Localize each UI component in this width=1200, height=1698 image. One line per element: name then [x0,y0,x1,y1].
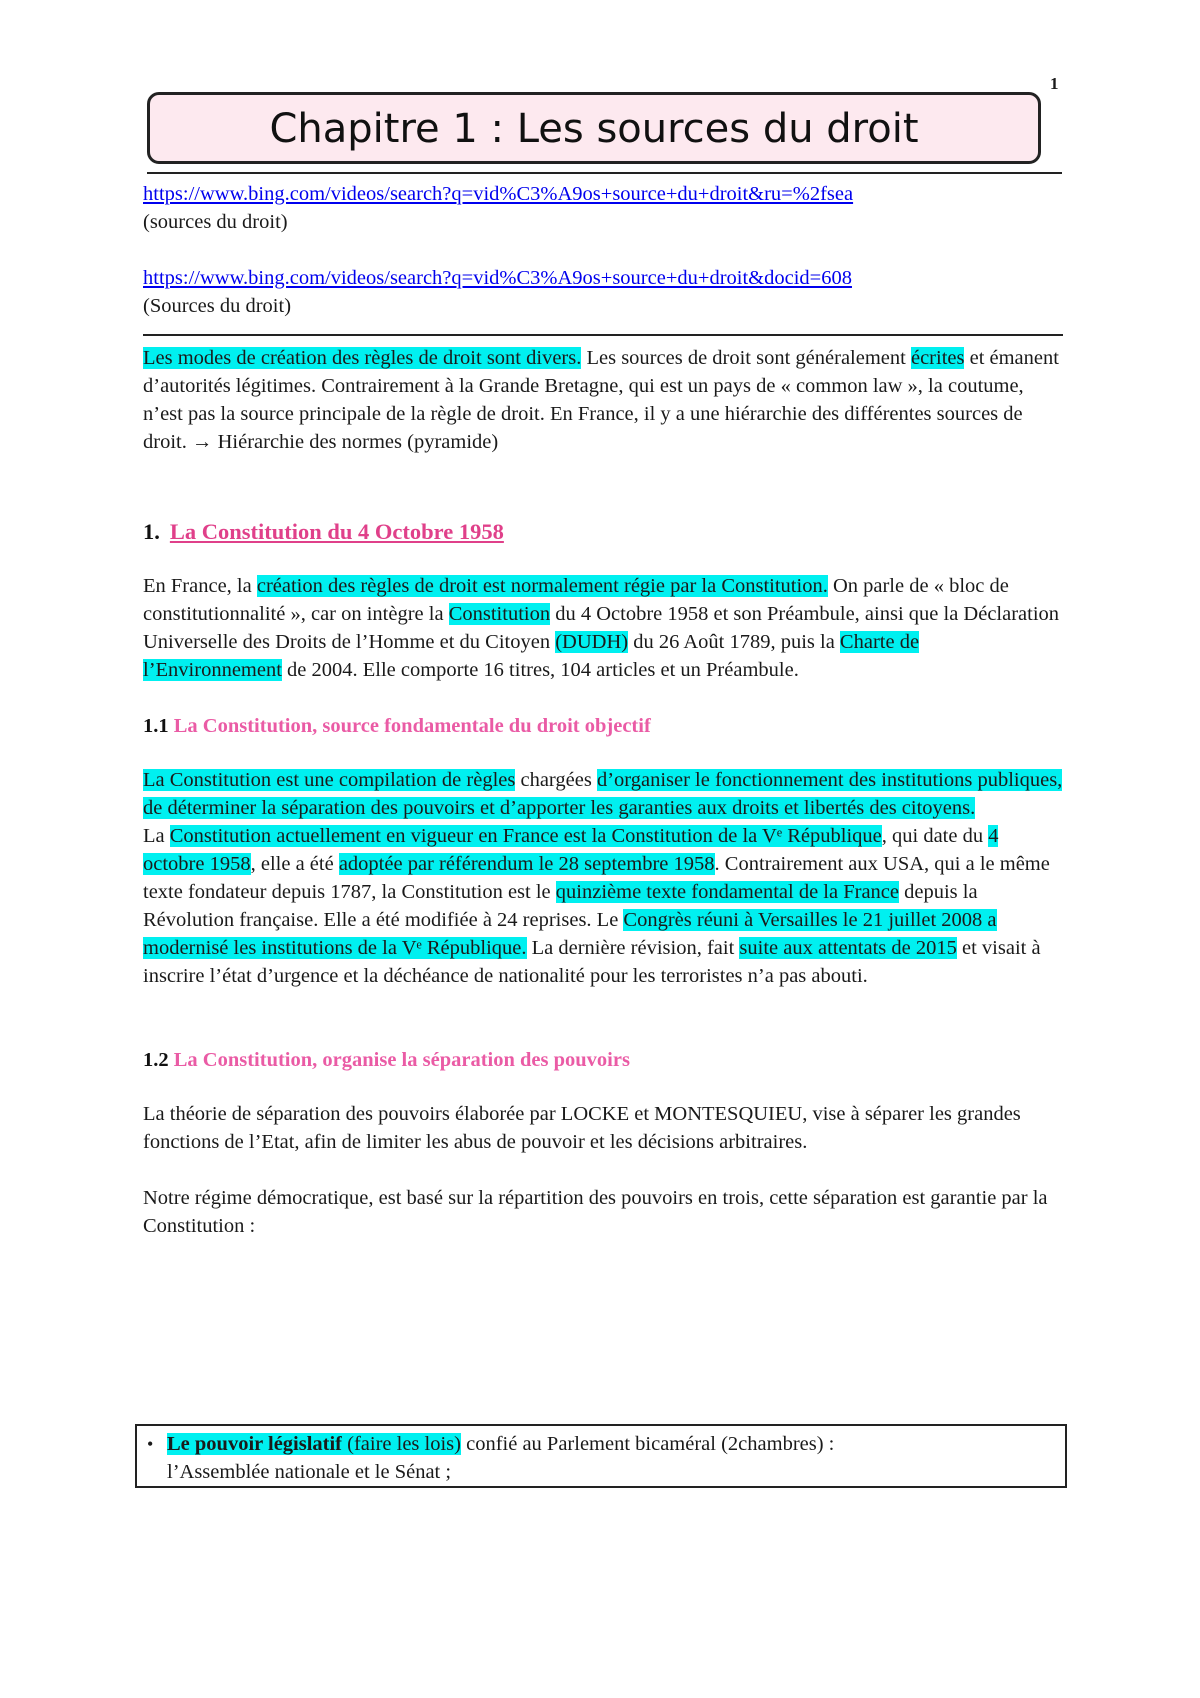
s11-highlight: 4 octobre 1958 [143,825,999,875]
section-1-2-heading [143,1046,1063,1074]
s1-highlight: création des règles de droit est normalement régie par la Constitution. [256,575,828,597]
chapter-title: Chapitre 1 : Les sources du droit [269,106,919,152]
bullet-line-2: l’Assemblée nationale et le Sénat ; [167,1461,452,1483]
s11-highlight: Constitution actuellement en vigueur en France est la Constitution de la Vᵉ République [169,825,882,847]
bullet-bold-highlight: Le pouvoir législatif [167,1433,343,1455]
s1-highlight: (DUDH) [555,631,629,653]
s11-highlight: adoptée par référendum le 28 septembre 1958 [338,853,715,875]
intro-divider [143,334,1063,336]
section-1-1-paragraph-a [143,766,1063,822]
bullet-icon: • [147,1434,154,1454]
section-1-1-paragraph-b [143,822,1063,990]
s1-text: de 2004. Elle comporte 16 titres, 104 articles et un Préambule. [281,659,799,681]
section-1-heading [143,518,1063,546]
arrow-icon: → [191,431,213,453]
intro-highlight-2: écrites [910,347,965,369]
s11-highlight: La Constitution est une compilation de règles [143,769,516,791]
section-1-title: La Constitution du 4 Octobre 1958 [169,519,504,544]
section-1-1-title: La Constitution, source fondamentale du droit objectif [173,715,651,737]
s1-text: On parle de « bloc de constitutionnalité », car on intègre la [143,575,1009,625]
chapter-title-box [147,92,1041,164]
s11-text: , elle a été [250,853,339,875]
video-link-2[interactable]: https://www.bing.com/videos/search?q=vid%C3%A9os+source+du+droit&docid=608 [143,267,852,289]
intro-text-1: Les sources de droit sont généralement [581,347,911,369]
bullet-box-legislative [135,1424,1067,1488]
section-1-2-number: 1.2 [143,1049,169,1071]
s1-text: du 26 Août 1789, puis la [628,631,840,653]
intro-paragraph [143,344,1063,456]
s11-text: La [143,825,170,847]
section-1-1-heading [143,712,1063,740]
s1-highlight: Constitution [448,603,551,625]
s11-highlight: Congrès réuni à Versailles le 21 juillet 2008 a modernisé les institutions de la Vᵉ République. [143,909,997,959]
document-body [143,180,1063,1240]
s11-text: depuis la Révolution française. Elle a été modifiée à 24 reprises. Le [143,881,978,931]
s11-text: et visait à inscrire l’état d’urgence et la déchéance de nationalité pour les terroristes n’a pas abouti. [143,937,1041,987]
video-link-1[interactable]: https://www.bing.com/videos/search?q=vid%C3%A9os+source+du+droit&ru=%2fsea [143,183,854,205]
video-link-1-caption: (sources du droit) [143,211,288,233]
s11-text: , qui date du [881,825,989,847]
s1-text: En France, la [143,575,257,597]
section-1-2-title: La Constitution, organise la séparation des pouvoirs [173,1049,630,1071]
title-divider [147,172,1062,174]
section-1-number: 1. [143,519,160,544]
s11-text: La dernière révision, fait [526,937,740,959]
section-1-2-paragraph-2: Notre régime démocratique, est basé sur la répartition des pouvoirs en trois, cette séparation est garantie par la Constitution : [143,1187,1048,1237]
s11-text: . Contrairement aux USA, qui a le même texte fondateur depuis 1787, la Constitution est le [143,853,1050,903]
s11-highlight: suite aux attentats de 2015 [739,937,957,959]
s11-highlight: d’organiser le fonctionnement des institutions publiques, de déterminer la séparation des pouvoirs et d’apporter les garanties aux droits et libertés des citoyens. [143,769,1063,819]
page-number: 1 [1050,74,1059,93]
section-1-2-paragraph-1: La théorie de séparation des pouvoirs élaborée par LOCKE et MONTESQUIEU, vise à séparer les grandes fonctions de l’Etat, afin de limiter les abus de pouvoir et les décisions arbitraires. [143,1103,1021,1153]
section-1-1-number: 1.1 [143,715,169,737]
s11-text: chargées [515,769,597,791]
s1-highlight: Charte de l’Environnement [143,631,920,681]
video-link-2-caption: (Sources du droit) [143,295,292,317]
section-1-paragraph [143,572,1063,684]
intro-text-3: Hiérarchie des normes (pyramide) [212,431,499,453]
s11-highlight: quinzième texte fondamental de la France [555,881,900,903]
intro-highlight-1: Les modes de création des règles de droit sont divers. [143,347,582,369]
bullet-highlight: (faire les lois) [342,1433,461,1455]
s1-text: du 4 Octobre 1958 et son Préambule, ainsi que la Déclaration Universelle des Droits de l’Homme et du Citoyen [143,603,1060,653]
intro-text-2: et émanent d’autorités légitimes. Contrairement à la Grande Bretagne, qui est un pays de « common law », la coutume, n’est pas la source principale de la règle de droit. En France, il y a une hiérarchie des différentes sources de droit. [143,347,1059,453]
bullet-line-1 [147,1430,1055,1458]
bullet-text: confié au Parlement bicaméral (2chambres) : [460,1433,835,1455]
